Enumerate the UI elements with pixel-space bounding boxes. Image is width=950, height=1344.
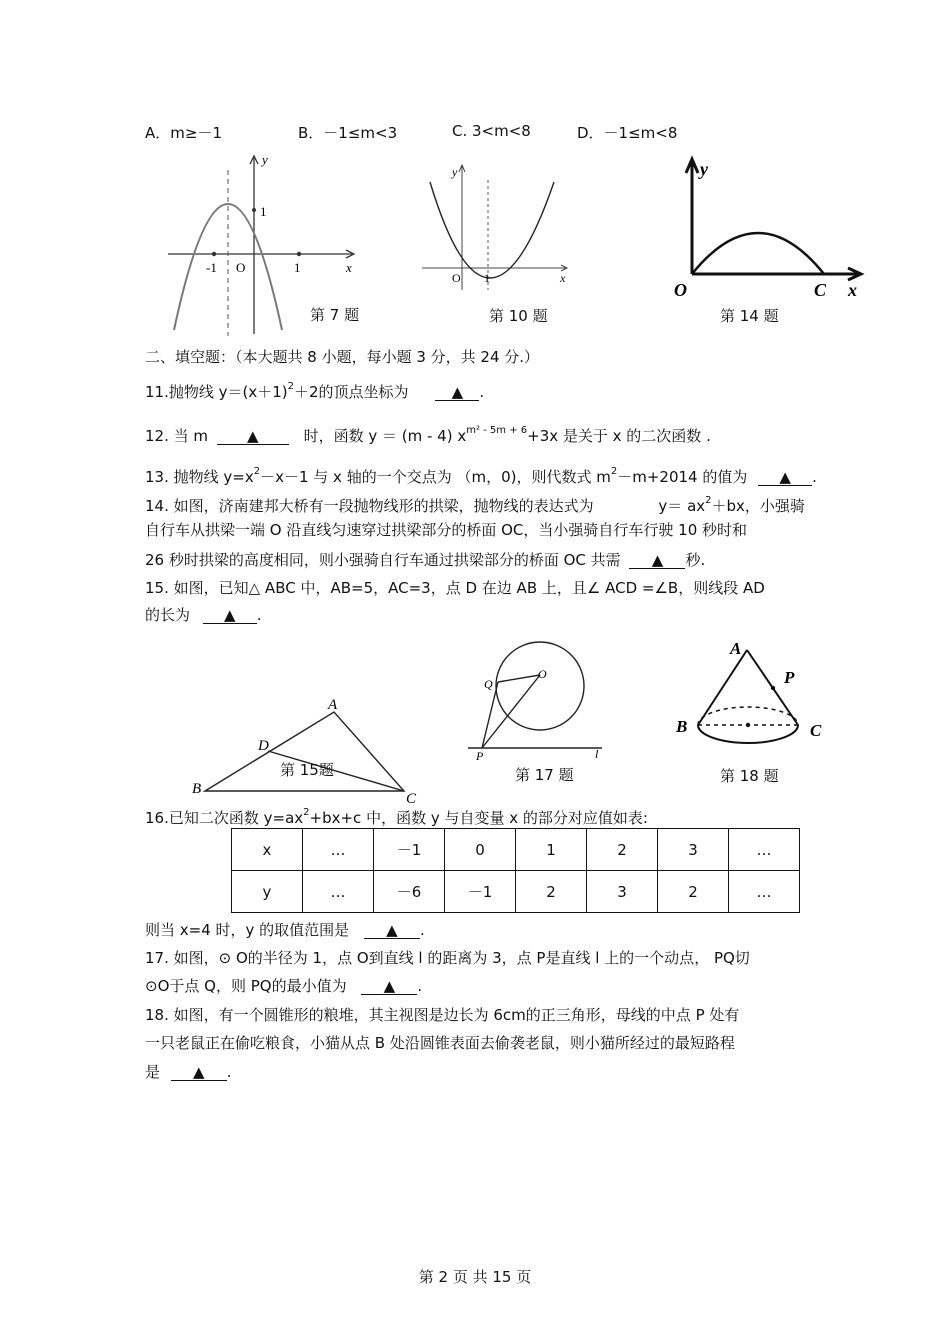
table-cell: 2 [587, 829, 658, 871]
figure-17 [462, 630, 612, 760]
q14-line1-sup: 2 [705, 495, 712, 506]
q12-sup: m² - 5m + 6 [466, 425, 528, 436]
q13-pre: 13. 抛物线 y=x [145, 468, 254, 486]
table-cell: … [303, 829, 374, 871]
fig10-parabola [430, 182, 554, 278]
q17-line2-post: . [417, 977, 423, 995]
q14-line1-pre: 14. 如图，济南建邦大桥有一段抛物线形的拱梁，抛物线的表达式为 [145, 497, 594, 515]
q16-pre: 16.已知二次函数 y=ax [145, 809, 304, 827]
q13-post: －m+2014 的值为 [617, 468, 748, 486]
q12-post: +3x 是关于 x 的二次函数 . [527, 427, 711, 445]
fig7-label-y: y [262, 152, 268, 167]
fig18-label-p: P [784, 668, 795, 687]
question-17-line2 [145, 976, 422, 996]
q13-sup1: 2 [253, 466, 261, 477]
q16-answer-blank[interactable]: ▲ [364, 922, 420, 939]
fig18-base-front [698, 725, 798, 743]
fig18-center [746, 723, 750, 727]
question-12 [145, 421, 711, 446]
fig17-label-o: O [538, 667, 547, 681]
q12-mid: 时，函数 y ＝ (m - 4) x [303, 427, 467, 445]
table-cell: －6 [374, 871, 445, 913]
q14-line1-expr: y＝ ax [658, 497, 706, 515]
option-a: A．m≥－1 [145, 124, 222, 142]
fig15-label-b: B [192, 781, 202, 797]
q17-line2-pre: ⊙O于点 Q，则 PQ的最小值为 [145, 977, 347, 995]
question-18-line2: 一只老鼠正在偷吃粮食，小猫从点 B 处沿圆锥表面去偷袭老鼠，则小猫所经过的最短路程 [145, 1034, 735, 1052]
question-11 [145, 377, 484, 402]
figure-18 [670, 640, 840, 755]
fig10-label-x: x [560, 271, 566, 285]
fig17-label-p: P [476, 749, 484, 760]
table-cell: … [303, 871, 374, 913]
question-14-line1 [145, 491, 805, 516]
fig18-slant-ab [698, 650, 747, 725]
table-cell: 1 [516, 829, 587, 871]
table-cell: 3 [587, 871, 658, 913]
fig7-label-one-x: 1 [294, 260, 301, 275]
q11-pre: 11.抛物线 y＝(x＋1) [145, 383, 288, 401]
q15-answer-blank[interactable]: ▲ [203, 607, 257, 624]
question-18-line1: 18. 如图，有一个圆锥形的粮堆，其主视图是边长为 6cm的正三角形，母线的中点 P 处有 [145, 1006, 740, 1024]
fig7-label-neg1: -1 [206, 260, 217, 275]
question-16-answer [145, 920, 425, 940]
question-18-line3 [145, 1062, 232, 1082]
fig14-caption: 第 14 题 [720, 307, 779, 325]
fig10-label-y: y [452, 165, 458, 179]
table-cell: … [729, 871, 800, 913]
fig10-label-one: 1 [484, 271, 490, 285]
table-cell: 2 [516, 871, 587, 913]
fig14-label-y: y [700, 159, 708, 179]
q14-line3-pre: 26 秒时拱梁的高度相同，则小强骑自行车通过拱梁部分的桥面 OC 共需 [145, 551, 621, 569]
table-row-x [232, 829, 800, 871]
q17-answer-blank[interactable]: ▲ [361, 978, 417, 995]
figure-10 [418, 160, 570, 295]
fig7-label-o: O [236, 260, 246, 275]
fig7-point-y1 [252, 208, 256, 212]
fig17-circle [496, 642, 584, 730]
q11-sup: 2 [287, 381, 295, 392]
fig7-label-one-y: 1 [260, 204, 267, 219]
q11-end: . [479, 383, 485, 401]
fig17-caption: 第 17 题 [515, 766, 574, 784]
fig7-parabola [174, 204, 282, 330]
fig18-label-a: A [730, 640, 742, 658]
fig7-point-1 [297, 252, 301, 256]
fig7-label-x: x [346, 260, 352, 275]
q13-answer-blank[interactable]: ▲ [758, 469, 812, 486]
figure-14 [668, 155, 868, 305]
q18-line3-pre: 是 [145, 1063, 161, 1081]
fig14-arch [692, 233, 824, 274]
question-16 [145, 803, 648, 828]
fig18-label-b: B [676, 717, 688, 736]
fig10-label-o: O [452, 271, 461, 285]
fig18-point-p [771, 686, 775, 690]
q14-line3-post: 秒. [685, 551, 706, 569]
table-cell: 0 [445, 829, 516, 871]
fig7-caption: 第 7 题 [310, 306, 360, 324]
q11-post: ＋2的顶点坐标为 [294, 383, 409, 401]
table-cell: y [232, 871, 303, 913]
value-table [231, 828, 800, 913]
fig14-label-o: O [674, 280, 687, 300]
fig15-label-d: D [258, 738, 269, 754]
fig14-label-c: C [814, 280, 827, 300]
q15-line2-post: . [256, 606, 262, 624]
q14-answer-blank[interactable]: ▲ [629, 552, 685, 569]
fig7-point-neg1 [212, 252, 216, 256]
question-17-line1: 17. 如图，⊙ O的半径为 1，点 O到直线 l 的距离为 3，点 P是直线 l 上的一个动点， PQ切 [145, 949, 750, 967]
q12-answer-blank[interactable]: ▲ [217, 428, 289, 445]
table-cell: －1 [445, 871, 516, 913]
question-15-line2 [145, 605, 262, 625]
q16-post: +bx+c 中，函数 y 与自变量 x 的部分对应值如表: [309, 809, 648, 827]
fig18-base-back [698, 707, 798, 725]
fig18-label-c: C [810, 721, 822, 740]
fig15-label-a: A [328, 697, 338, 713]
table-row-y [232, 871, 800, 913]
fig17-label-q: Q [484, 677, 493, 691]
q11-answer-blank[interactable]: ▲ [435, 384, 479, 401]
question-14-line3 [145, 550, 705, 570]
table-cell: 2 [658, 871, 729, 913]
fig14-label-x: x [848, 280, 857, 300]
q13-mid: －x－1 与 x 轴的一个交点为 （m，0)，则代数式 m [260, 468, 611, 486]
q14-line1-post: ＋bx，小强骑 [711, 497, 805, 515]
page-footer: 第 2 页 共 15 页 [418, 1268, 532, 1286]
fig18-caption: 第 18 题 [720, 767, 779, 785]
option-b: B．－1≤m<3 [298, 124, 398, 142]
fig17-label-l: l [595, 747, 599, 760]
question-13 [145, 462, 817, 487]
q13-sup2: 2 [610, 466, 618, 477]
q13-end: . [812, 468, 817, 486]
option-d: D．－1≤m<8 [577, 124, 678, 142]
q16-after-pre: 则当 x=4 时，y 的取值范围是 [145, 921, 350, 939]
table-cell: 3 [658, 829, 729, 871]
figure-15 [190, 695, 430, 805]
table-cell: －1 [374, 829, 445, 871]
q15-line2-pre: 的长为 [145, 606, 191, 624]
question-15-line1: 15. 如图，已知△ ABC 中，AB=5，AC=3，点 D 在边 AB 上，且∠ ACD =∠B，则线段 AD [145, 579, 765, 597]
option-c: C. 3<m<8 [452, 122, 531, 140]
q16-sup: 2 [303, 807, 310, 818]
table-cell: x [232, 829, 303, 871]
fig10-caption: 第 10 题 [489, 307, 548, 325]
q18-line3-post: . [226, 1063, 232, 1081]
question-14-line2: 自行车从拱梁一端 O 沿直线匀速穿过拱梁部分的桥面 OC，当小强骑自行车行驶 10 秒时和 [145, 521, 748, 539]
q12-pre: 12. 当 m [145, 427, 209, 445]
section-heading: 二、填空题：（本大题共 8 小题，每小题 3 分，共 24 分.） [145, 348, 540, 366]
q16-after-post: . [419, 921, 425, 939]
q18-answer-blank[interactable]: ▲ [171, 1064, 227, 1081]
fig15-label-c: C [406, 791, 417, 805]
fig17-radius-oq [498, 675, 540, 682]
table-cell: … [729, 829, 800, 871]
fig15-caption: 第 15题 [280, 761, 334, 779]
